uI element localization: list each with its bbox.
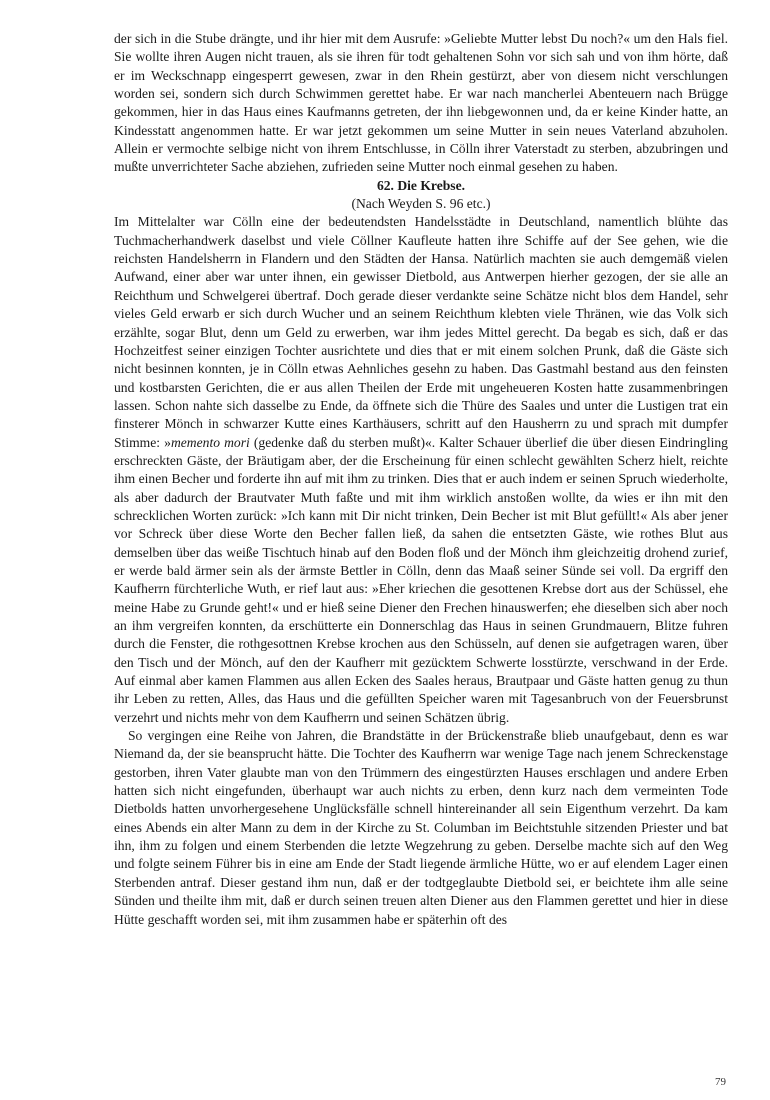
paragraph-1-part-a: Im Mittelalter war Cölln eine der bedeutendsten Handelsstädte in Deutschland, namentlich blühte das Tuchmacherhandwerk daselbst und viele Cöllner Kaufleute hatten ihre Schiffe auf der See gehen, wie die reichsten Handelsherrn in Flandern und den Städten der Hansa. Natürlich machten sie auch demgemäß vielen Aufwand, einer aber war unter ihnen, ein gewisser Dietbold, aus Antwerpen hierher gezogen, der sie alle an Reichthum und Schwelgerei übertraf. Doch gerade dieser verdankte seine Schätze nicht blos dem Handel, sehr vieles Geld erwarb er sich durch Wucher und an seinem Reichthum klebten viele Thränen, wie das Volk sich erzählte, sogar Blut, denn um Geld zu erwerben, war ihm jedes Mittel gerecht. Da begab es sich, daß er das Hochzeitfest seiner einzigen Tochter ausrichtete und dies that er mit einem solchen Prunk, daß die Gäste sich nicht besinnen konnten, je in Cölln etwas Aehnliches gesehn zu haben. Das Gastmahl bestand aus den feinsten und kostbarsten Gerichten, die er aus allen Theilen der Erde mit ungeheueren Kosten hatte zusammenbringen lassen. Schon nahte sich dasselbe zu Ende, da öffnete sich die Thüre des Saales und unter die Lustigen trat ein finsterer Mönch in schwarzer Kutte eines Karthäusers, schritt auf den Hausherrn zu und sprach mit dumpfer Stimme: » <box>114 214 728 450</box>
paragraph-1-part-b: (gedenke daß du sterben mußt)«. Kalter Schauer überlief die über diesen Eindringling erschreckten Gäste, der Bräutigam aber, der die Erscheinung für einen schlecht gewählten Scherz hielt, reichte ihm einen Becher und forderte ihn auf mit ihm zu trinken. Dies that er auch indem er seinen Spruch wiederholte, als aber dadurch der Brautvater Muth faßte und mit ihm wirklich anstoßen wollte, da wies er ihn mit den schrecklichen Worten zurück: »Ich kann mit Dir nicht trinken, Dein Becher ist mit Blut gefüllt!« Als aber jener vor Schreck über diese Worte den Becher fallen ließ, da sahen die entsetzten Gäste, wie rothes Blut aus demselben über das weiße Tischtuch hinab auf den Boden floß und der Mönch ihm gleichzeitig drohend zurief, er werde bald ärmer sein als der ärmste Bettler in Cölln, denn das Maaß seiner Sünde sei voll. Da ergriff den Kaufherrn fürchterliche Wuth, er rief laut aus: »Eher kriechen die gesottenen Krebse dort aus der Schüssel, ehe meine Habe zu Grunde geht!« und er hieß seine Diener den Frechen hinauswerfen; ehe dieselben sich aber noch an ihm vergreifen konnten, da erschütterte ein Donnerschlag das Haus in seinen Grundmauern, Blitze fuhren durch die Fenster, die rothgesottnen Krebse krochen aus den Schüsseln, auf denen sie aufgetragen waren, über den Tisch und der Mönch, auf den der Kaufherr mit gezücktem Schwerte losstürzte, verschwand in der Erde. Auf einmal aber kamen Flammen aus allen Ecken des Saales heraus, Brautpaar und Gäste hatten genug zu thun ihr Leben zu retten, Alles, das Haus und die gefüllten Speicher waren mit Tagesanbruch von der Feuersbrunst verzehrt und nichts mehr von dem Kaufherrn und seinen Schätzen übrig. <box>114 434 728 725</box>
section-source: (Nach Weyden S. 96 etc.) <box>351 196 491 212</box>
latin-phrase: memento mori <box>170 434 250 450</box>
story-paragraph-1 <box>114 213 728 727</box>
page-number: 79 <box>715 1076 726 1088</box>
story-paragraph-2: So vergingen eine Reihe von Jahren, die Brandstätte in der Brückenstraße blieb unaufgebaut, denn es war Niemand da, der sie beansprucht hätte. Die Tochter des Kaufherrn war wenige Tage nach jenem Schreckenstage gestorben, ihren Vater glaubte man von den Trümmern des eingestürzten Hauses erschlagen und andere Erben hatten sich nicht eingefunden, überhaupt war auch nichts zu erben, denn kurz nach dem vermeinten Tode Dietbolds hatten unvorhergesehene Unglücksfälle schnell hintereinander all sein Eigenthum verzehrt. Da kam eines Abends ein alter Mann zu dem in der Kirche zu St. Columban im Beichtstuhle sitzenden Priester und bat ihn, ihm zu folgen und einem Sterbenden die letzte Wegzehrung zu geben. Derselbe machte sich auf den Weg und folgte seinem Führer bis in eine am Ende der Stadt liegende ärmliche Hütte, wo er auf elendem Lager einen Sterbenden antraf. Dieser gestand ihm nun, daß er der todtgeglaubte Dietbold sei, er beichtete ihm alle seine Sünden und theilte ihm mit, daß er durch seinen treuen alten Diener aus den Flammen gerettet und hier in diese Hütte geschafft worden sei, mit ihm zusammen habe er späterhin oft des <box>114 728 728 927</box>
text-block <box>114 30 728 929</box>
section-title: 62. Die Krebse. <box>376 177 466 193</box>
opening-paragraph: der sich in die Stube drängte, und ihr hier mit dem Ausrufe: »Geliebte Mutter lebst Du noch?« um den Hals fiel. Sie wollte ihren Augen nicht trauen, als sie ihren für todt gehaltenen Sohn vor sich sah und von ihm hörte, daß er im Weckschnapp eingesperrt gewesen, zwar in den Rhein gestürzt, aber von diesem nicht verschlungen worden sei, sondern sich durch Schwimmen gerettet habe. Er war nach mancherlei Abenteuern nach Brügge gekommen, hier in das Haus eines Kaufmanns getreten, der ihn liebgewonnen und, da er keine Kinder hatte, an Kindesstatt angenommen hatte. Er war jetzt gekommen um seine Mutter in sein neues Vaterland abzuholen. Allein er vermochte selbige nicht von ihrem Entschlusse, in Cölln ihrer Vaterstadt zu sterben, abzubringen und mußte unverrichteter Sache abziehen, zufrieden seine Mutter noch einmal gesehen zu haben. <box>114 31 728 175</box>
